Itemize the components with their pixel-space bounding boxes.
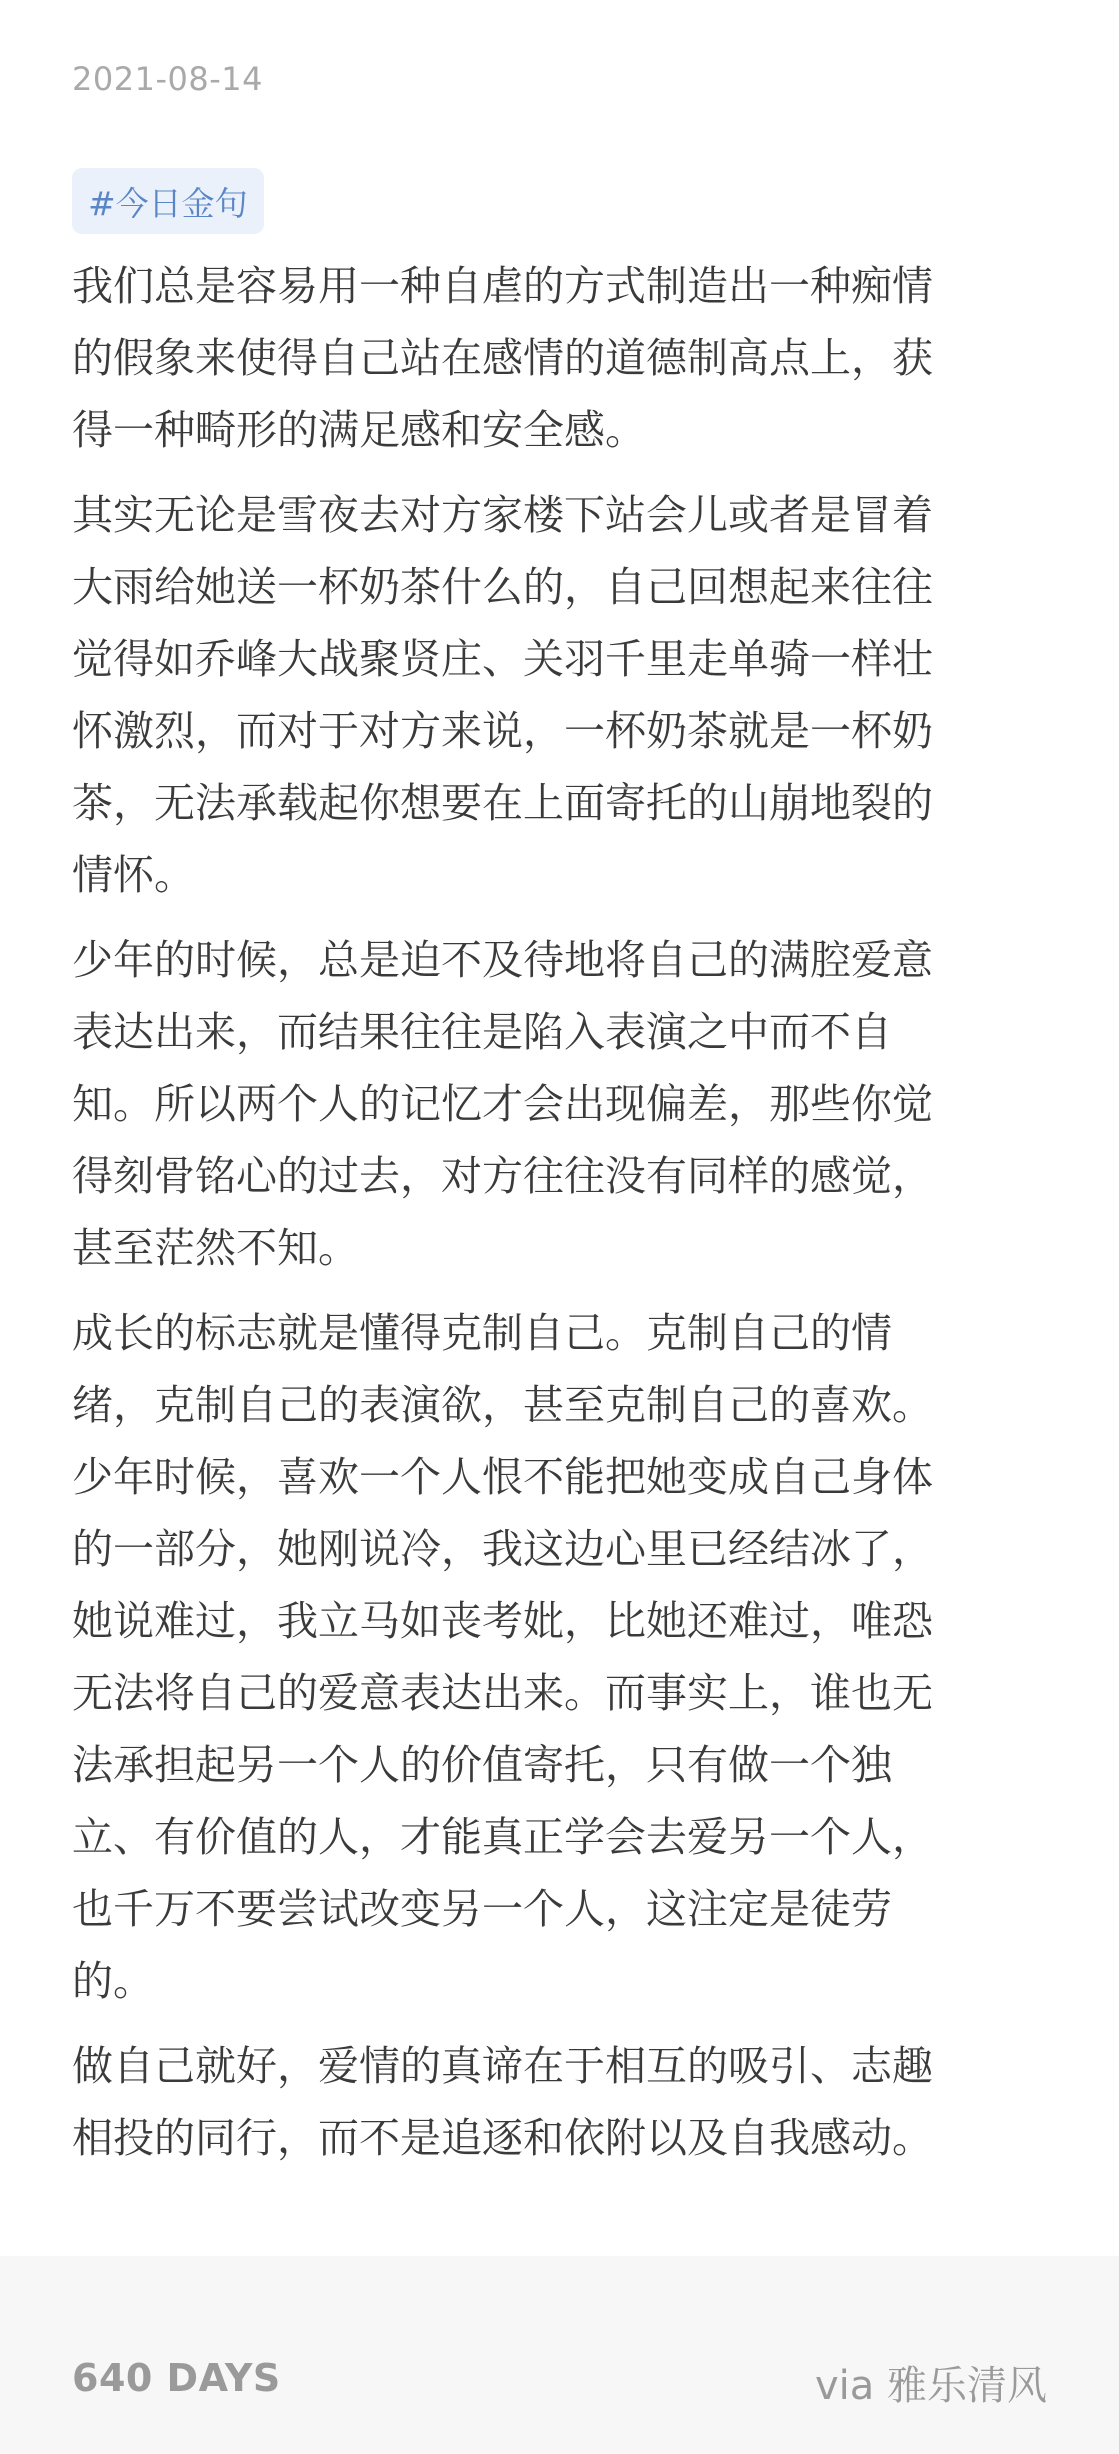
paragraph: 其实无论是雪夜去对方家楼下站会儿或者是冒着 大雨给她送一杯奶茶什么的，自己回想起来往往 觉得如乔峰大战聚贤庄、关羽千里走单骑一样壮 怀激烈，而对于对方来说，一杯奶茶就是一杯奶 茶，无法承载起你想要在上面寄托的山崩地裂的 情怀。	[72, 491, 933, 899]
paragraph: 我们总是容易用一种自虐的方式制造出一种痴情 的假象来使得自己站在感情的道德制高点上，获 得一种畸形的满足感和安全感。	[72, 262, 933, 454]
days-counter: 640 DAYS	[72, 2356, 281, 2400]
paragraph: 做自己就好，爱情的真谛在于相互的吸引、志趣 相投的同行，而不是追逐和依附以及自我感动。	[72, 2042, 933, 2162]
topic-tag[interactable]: #今日金句	[72, 168, 264, 234]
paragraph: 少年的时候，总是迫不及待地将自己的满腔爱意 表达出来，而结果往往是陷入表演之中而不自 知。所以两个人的记忆才会出现偏差，那些你觉 得刻骨铭心的过去，对方往往没有同样的感觉， 甚至茫然不知。	[72, 936, 933, 1272]
article-body	[72, 250, 1052, 2187]
post-date: 2021-08-14	[72, 60, 263, 98]
author-credit: via 雅乐清风	[814, 2363, 1047, 2409]
paragraph: 成长的标志就是懂得克制自己。克制自己的情 绪，克制自己的表演欲，甚至克制自己的喜欢。 少年时候，喜欢一个人恨不能把她变成自己身体 的一部分，她刚说冷，我这边心里已经结冰了， 她说难过，我立马如丧考妣，比她还难过，唯恐 无法将自己的爱意表达出来。而事实上，谁也无 法承担起另一个人的价值寄托，只有做一个独 立、有价值的人，才能真正学会去爱另一个人， 也千万不要尝试改变另一个人，这注定是徒劳 的。	[72, 1309, 933, 2005]
footer	[0, 2256, 1119, 2454]
